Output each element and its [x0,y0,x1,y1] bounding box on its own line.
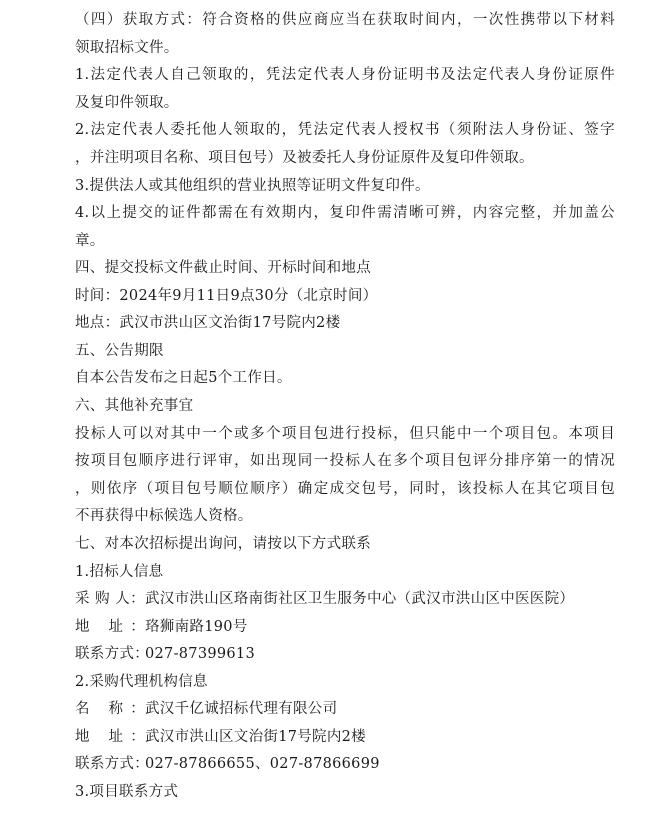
section-heading-5: 五、公告期限 [75,343,164,359]
subheading-agency: 2.采购代理机构信息 [75,674,208,690]
supplement-line: 投标人可以对其中一个或多个项目包进行投标，但只能中一个项目包。本项目 [75,426,615,442]
supplement-line: ，则依序（项目包号顺位顺序）确定成交包号，同时，该投标人在其它项目包 [75,481,615,497]
purchaser-address-row [75,616,615,638]
section-heading-7: 七、对本次招标提出询问，请按以下方式联系 [75,536,371,552]
contact-label: 联系方式： [75,646,149,662]
name-label: 名 称： [75,701,145,717]
purchaser-label: 采 购 人： [75,591,145,607]
supplement-line: 不再获得中标候选人资格。 [75,508,253,524]
bid-location: 地点：武汉市洪山区文治街17号院内2楼 [75,315,341,331]
section-heading-6: 六、其他补充事宜 [75,398,194,414]
name-value: 武汉千亿诚招标代理有限公司 [145,701,338,717]
purchaser-value: 武汉市洪山区珞南街社区卫生服务中心（武汉市洪山区中医医院） [145,591,575,607]
address-label: 地 址： [75,729,145,745]
list-item-2-cont: ，并注明项目名称、项目包号）及被委托人身份证原件及复印件领取。 [75,150,534,166]
notice-period: 自本公告发布之日起5个工作日。 [75,370,292,386]
agency-name-row [75,698,615,720]
list-item-4: 4.以上提交的证件都需在有效期内，复印件需清晰可辨，内容完整，并加盖公 [75,205,615,221]
address-label: 地 址： [75,619,145,635]
contact-value: 027-87866655、027-87866699 [145,756,380,772]
list-item-1-cont: 及复印件领取。 [75,95,179,111]
list-item-3: 3.提供法人或其他组织的营业执照等证明文件复印件。 [75,178,430,194]
contact-value: 027-87399613 [145,646,255,662]
paragraph-line: 领取招标文件。 [75,40,179,56]
supplement-line: 按项目包顺序进行评审，如出现同一投标人在多个项目包评分排序第一的情况 [75,453,615,469]
contact-label: 联系方式： [75,756,149,772]
bid-time: 时间：2024年9月11日9点30分（北京时间） [75,288,378,304]
subheading-tenderer: 1.招标人信息 [75,564,164,580]
list-item-4-cont: 章。 [75,233,105,249]
list-item-2: 2.法定代表人委托他人领取的，凭法定代表人授权书（须附法人身份证、签字 [75,122,615,138]
list-item-1: 1.法定代表人自己领取的，凭法定代表人身份证明书及法定代表人身份证原件 [75,67,615,83]
paragraph-line: （四）获取方式：符合资格的供应商应当在获取时间内，一次性携带以下材料 [75,12,615,28]
agency-contact-row [75,753,615,775]
subheading-project-contact: 3.项目联系方式 [75,784,179,800]
purchaser-contact-row [75,643,615,665]
address-value: 武汉市洪山区文治街17号院内2楼 [145,729,366,745]
section-heading-4: 四、提交投标文件截止时间、开标时间和地点 [75,260,371,276]
purchaser-row [75,588,615,610]
agency-address-row [75,726,615,748]
address-value: 珞狮南路190号 [145,619,248,635]
